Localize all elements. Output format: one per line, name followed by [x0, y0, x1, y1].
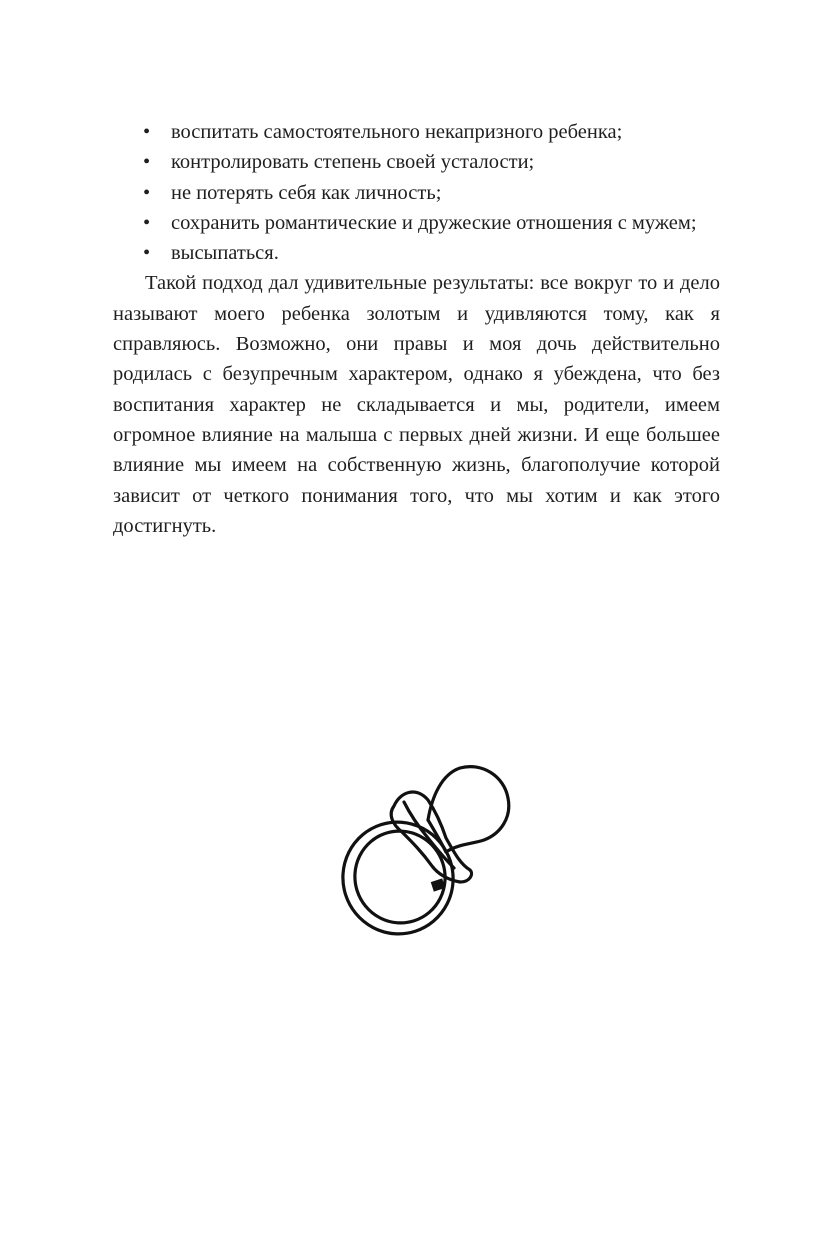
- text-block: [113, 117, 720, 541]
- list-item-text: не потерять себя как личность;: [171, 181, 442, 204]
- bullet-marker: •: [143, 211, 151, 234]
- pacifier-icon: [336, 756, 516, 946]
- list-item: [113, 117, 720, 147]
- bullet-marker: •: [143, 151, 151, 174]
- bullet-list: [113, 117, 720, 268]
- body-paragraph: Такой подход дал удивительные результаты: все вокруг то и дело называют моего ребенка золотым и удивляются тому, как я справляюсь. Возможно, они правы и моя дочь действительно родилась с безупречным характером, однако я убеждена, что без воспитания характер не складывается и мы, родители, имеем огромное влияние на малыша с первых дней жизни. И еще большее влияние мы имеем на собственную жизнь, благополучие которой зависит от четкого понимания того, что мы хотим и как этого достигнуть.: [113, 272, 720, 537]
- list-item: [113, 238, 720, 268]
- list-item-text: контролировать степень своей усталости;: [171, 151, 535, 174]
- list-item: [113, 147, 720, 177]
- list-item: [113, 178, 720, 208]
- bullet-marker: •: [143, 181, 151, 204]
- bullet-marker: •: [143, 121, 151, 143]
- list-item: [113, 208, 720, 238]
- list-item-text: сохранить романтические и дружеские отношения с мужем;: [171, 211, 697, 234]
- list-item-text: высыпаться.: [171, 242, 279, 265]
- bullet-marker: •: [143, 242, 151, 265]
- list-item-text: воспитать самостоятельного некапризного ребенка;: [171, 121, 623, 143]
